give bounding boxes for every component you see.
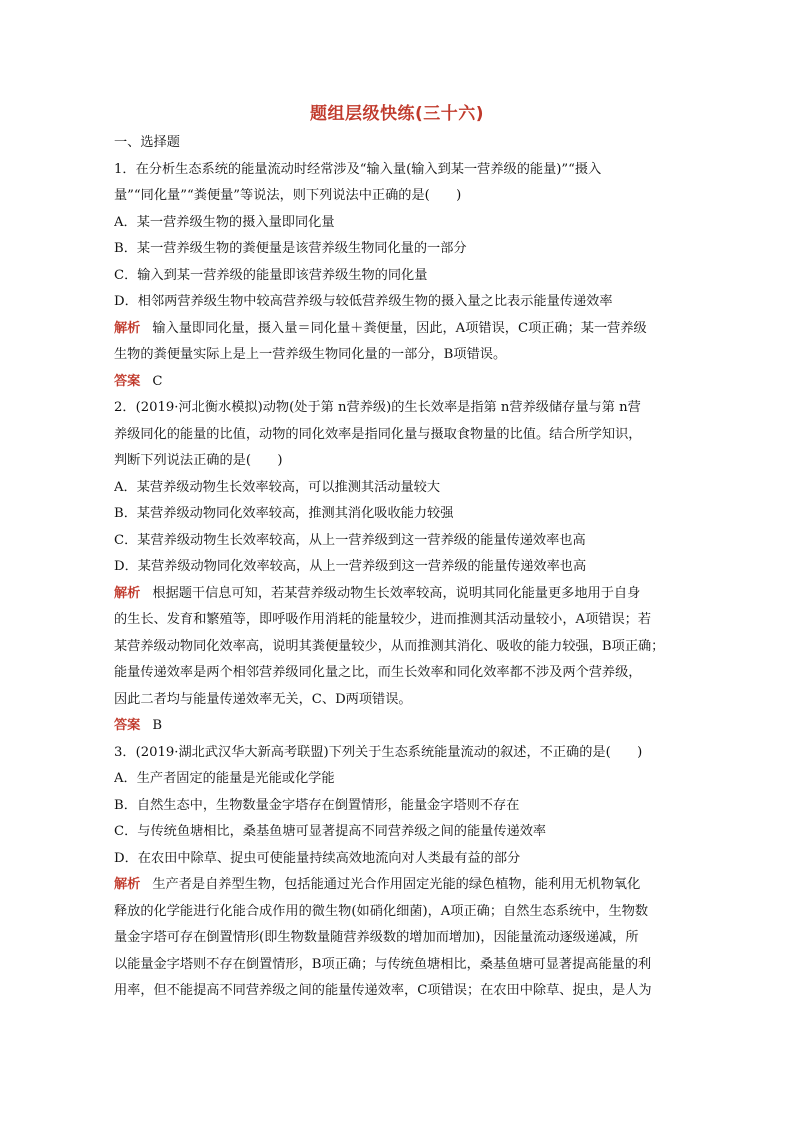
section-heading: 一、选择题 — [114, 135, 180, 150]
option-d: D．在农田中除草、捉虫可使能量持续高效地流向对人类最有益的部分 — [114, 850, 521, 866]
analysis-line: 的生长、发育和繁殖等，即呼吸作用消耗的能量较少，进而推测其活动量较小，A项错误；若 — [114, 612, 652, 627]
question-3 — [114, 740, 684, 1005]
analysis-line: 量金字塔可存在倒置情形(即生物数量随营养级数的增加而增加)，因能量流动逐级递减，所 — [114, 930, 639, 945]
analysis-label: 解析 — [114, 320, 141, 336]
analysis-line — [114, 581, 684, 608]
answer-label: 答案 — [114, 373, 141, 389]
exercise-content — [114, 130, 684, 1005]
question-2 — [114, 395, 684, 740]
option-d: D．相邻两营养级生物中较高营养级与较低营养级生物的摄入量之比表示能量传递效率 — [114, 294, 613, 309]
analysis-text: 输入量即同化量，摄入量＝同化量＋粪便量，因此，A项错误，C项正确；某一营养级 — [152, 320, 647, 336]
answer-line — [114, 713, 684, 740]
option-c: C．输入到某一营养级的能量即该营养级生物的同化量 — [114, 267, 428, 283]
question-stem-line: 1．在分析生态系统的能量流动时经常涉及“输入量(输入到某一营养级的能量)”“摄入 — [114, 161, 602, 177]
option-a: A．某营养级动物生长效率较高，可以推测其活动量较大 — [114, 479, 441, 495]
analysis-label: 解析 — [114, 877, 141, 892]
analysis-line: 生物的粪便量实际上是上一营养级生物同化量的一部分，B项错误。 — [114, 347, 507, 362]
answer-value: B — [152, 718, 163, 733]
option-a: A．生产者固定的能量是光能或化学能 — [114, 771, 335, 786]
option-d: D．某营养级动物同化效率较高，从上一营养级到这一营养级的能量传递效率也高 — [114, 559, 587, 574]
option-a: A．某一营养级生物的摄入量即同化量 — [114, 214, 335, 230]
analysis-line: 以能量金字塔则不存在倒置情形，B项正确；与传统鱼塘相比，桑基鱼塘可显著提高能量的利 — [114, 956, 652, 972]
option-c: C．某营养级动物生长效率较高，从上一营养级到这一营养级的能量传递效率也高 — [114, 532, 586, 548]
analysis-line: 某营养级动物同化效率高，说明其粪便量较少，从而推测其消化、吸收的能力较强，B项正确； — [114, 638, 665, 654]
analysis-line: 用率，但不能提高不同营养级之间的能量传递效率，C项错误；在农田中除草、捉虫，是人为 — [114, 983, 652, 998]
question-stem-line: 3．(2019·湖北武汉华大新高考联盟)下列关于生态系统能量流动的叙述，不正确的是( ) — [114, 744, 643, 760]
question-stem-line: 判断下列说法正确的是( ) — [114, 453, 283, 468]
analysis-text: 根据题干信息可知，若某营养级动物生长效率较高，说明其同化能量更多地用于自身 — [152, 585, 641, 601]
analysis-line: 释放的化学能进行化能合成作用的微生物(如硝化细菌)，A项正确；自然生态系统中，生物数 — [114, 903, 649, 919]
analysis-line: 因此二者均与能量传递效率无关，C、D两项错误。 — [114, 691, 412, 707]
page-title: 题组层级快练(三十六) — [309, 104, 485, 124]
option-c: C．与传统鱼塘相比，桑基鱼塘可显著提高不同营养级之间的能量传递效率 — [114, 824, 547, 839]
option-b: B．某一营养级生物的粪便量是该营养级生物同化量的一部分 — [114, 241, 467, 256]
answer-line — [114, 369, 684, 396]
analysis-text: 生产者是自养型生物，包括能通过光合作用固定光能的绿色植物，能利用无机物氧化 — [152, 877, 641, 892]
question-stem-line: 养级同化的能量的比值，动物的同化效率是指同化量与摄取食物量的比值。结合所学知识， — [114, 426, 642, 442]
question-stem-line: 2．(2019·河北衡水模拟)动物(处于第 n营养级)的生长效率是指第 n营养级储存量与第 n营 — [114, 400, 641, 415]
analysis-line — [114, 316, 684, 343]
answer-label: 答案 — [114, 718, 141, 733]
question-1 — [114, 157, 684, 396]
answer-value: C — [152, 373, 163, 389]
analysis-line: 能量传递效率是两个相邻营养级同化量之比，而生长效率和同化效率都不涉及两个营养级， — [114, 665, 642, 680]
option-b: B．自然生态中，生物数量金字塔存在倒置情形，能量金字塔则不存在 — [114, 797, 520, 813]
analysis-label: 解析 — [114, 585, 141, 601]
question-stem-line: 量”“同化量”“粪便量”等说法，则下列说法中正确的是( ) — [114, 188, 462, 203]
analysis-line — [114, 872, 684, 899]
option-b: B．某营养级动物同化效率较高，推测其消化吸收能力较强 — [114, 506, 454, 521]
